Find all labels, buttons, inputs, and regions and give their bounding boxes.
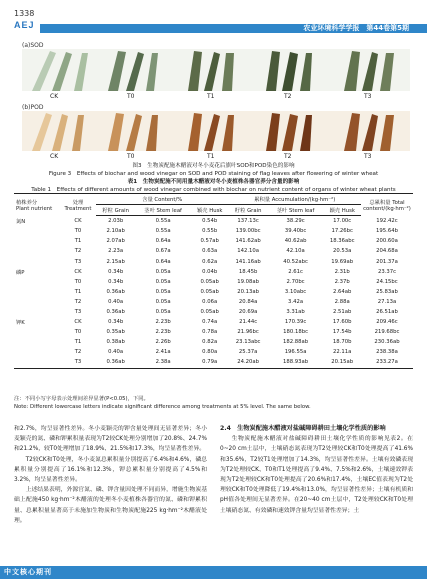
table-cell-a-husk: 2.51ab xyxy=(332,308,352,315)
table-cell-c-stem: 2.38a xyxy=(135,357,191,368)
table-cell-a-stem: 38.29c xyxy=(286,218,305,225)
table-cell-c-stem: 0.64a xyxy=(155,258,171,265)
table-cell-element xyxy=(14,327,60,337)
table-cell-treatment: T3 xyxy=(74,258,82,265)
header-stem-leaf: 茎叶 Stem leaf xyxy=(268,205,324,216)
table-cell-a-stem: 180.18bc xyxy=(283,329,308,336)
table-cell-c-grain: 0.40a xyxy=(108,298,124,305)
table-cell-a-grain: 18.45b xyxy=(238,268,258,275)
table-cell-c-stem: 0.05a xyxy=(155,298,171,305)
table-cell-treatment: T3 xyxy=(74,308,82,315)
table-caption-en: Table 1 Effects of different amounts of wood vinegar combined with biochar on nutrient content of organs of winter wheat plants xyxy=(31,187,396,193)
label-t2: T2 xyxy=(284,153,292,160)
table-cell-a-stem: 3.10abc xyxy=(284,288,307,295)
panel-label-sod: (a)SOD xyxy=(22,42,44,49)
table-cell-a-husk: 17.26bc xyxy=(331,228,353,235)
section-heading: 2.4 生物炭配施木醋液对盐碱障碍耕田土壤化学性质的影响 xyxy=(220,425,386,432)
table-cell-c-stem: 0.05a xyxy=(155,308,171,315)
table-cell-a-husk: 2.37b xyxy=(334,278,350,285)
label-t2: T2 xyxy=(284,93,292,100)
table-cell-c-stem: 2.26b xyxy=(155,339,171,346)
table-cell-a-grain: 23.13abc xyxy=(235,339,261,346)
table-cell-a-grain: 24.20ab xyxy=(228,357,267,368)
table-cell-c-stem: 0.55a xyxy=(155,228,171,235)
table-row xyxy=(14,246,413,256)
table-cell-c-stem: 0.05a xyxy=(155,278,171,285)
table-cell-element: 氮N xyxy=(16,218,26,225)
table-cell-a-stem: 40.52abc xyxy=(283,258,308,265)
table-cell-treatment: T0 xyxy=(74,278,82,285)
table-row xyxy=(14,337,413,347)
table-cell-c-stem: 0.05a xyxy=(155,288,171,295)
table-cell-c-husk: 0.57ab xyxy=(200,238,219,245)
header-element: 植株养分 Plant nutrient xyxy=(14,194,60,216)
table-cell-total: 195.64b xyxy=(376,228,398,235)
table-cell-c-husk: 0.04b xyxy=(202,268,218,275)
table-cell-c-grain: 0.34b xyxy=(108,278,124,285)
table-cell-total: 219.68bc xyxy=(374,329,400,336)
table-cell-a-husk: 2.64ab xyxy=(332,288,352,295)
table-cell-element xyxy=(14,307,60,317)
table-cell-element xyxy=(14,287,60,297)
table-cell-c-stem: 0.05a xyxy=(155,268,171,275)
table-row xyxy=(14,226,413,236)
table-cell-treatment: CK xyxy=(74,268,82,275)
table-cell-c-grain: 0.38ab xyxy=(106,339,125,346)
table-cell-a-grain: 139.00bc xyxy=(235,228,261,235)
table-row xyxy=(14,287,413,297)
table-cell-a-husk: 2.88a xyxy=(334,298,350,305)
table-cell-element xyxy=(14,297,60,307)
table-cell-c-grain: 2.15ab xyxy=(106,258,125,265)
table-cell-a-stem: 39.40bc xyxy=(284,228,307,235)
table-cell-total: 26.51ab xyxy=(376,308,398,315)
sod-leaf-photo xyxy=(22,49,410,91)
table-cell-a-husk: 18.36abc xyxy=(329,238,355,245)
table-cell-a-grain: 20.84a xyxy=(238,298,258,305)
label-t0: T0 xyxy=(127,93,135,100)
footer-band xyxy=(0,566,427,579)
table-cell-a-grain: 137.13c xyxy=(237,218,259,225)
header-husk: 颖壳 Husk xyxy=(323,205,361,216)
table-cell-total: 204.68a xyxy=(376,248,398,255)
table-caption-cn: 表1 生物炭配施不同用量木醋液对冬小麦植株各器官养分含量的影响 xyxy=(127,179,300,185)
table-cell-total: 25.83ab xyxy=(376,288,398,295)
table-cell-a-husk: 17.60b xyxy=(332,319,352,326)
table-cell-a-grain: 142.10a xyxy=(237,248,260,255)
left-column xyxy=(14,424,207,526)
table-cell-c-grain: 0.36ab xyxy=(106,288,125,295)
label-t3: T3 xyxy=(364,153,372,160)
table-cell-a-grain: 21.44c xyxy=(239,319,258,326)
header-stem-leaf: 茎叶 Stem leaf xyxy=(135,205,191,216)
table-cell-a-grain: 19.08ab xyxy=(237,278,260,285)
table-cell-treatment: T2 xyxy=(74,248,82,255)
table-cell-a-grain: 141.62ab xyxy=(235,238,261,245)
table-row xyxy=(14,267,413,277)
table-cell-a-husk: 17.00c xyxy=(333,218,352,225)
header-total: 总累积量 Total content/(kg·hm⁻²) xyxy=(361,194,413,216)
table-cell-c-husk: 0.79a xyxy=(191,357,229,368)
table-cell-a-stem: 182.88ab xyxy=(283,339,309,346)
table-row xyxy=(14,307,413,317)
table-cell-treatment: CK xyxy=(74,319,82,326)
table-note-en: Note: Different lowercase letters indicate significant difference among treatments at 5% level. The same below. xyxy=(14,403,311,410)
table-cell-total: 230.36ab xyxy=(374,339,400,346)
table-cell-treatment: T3 xyxy=(60,357,96,368)
table-cell-c-grain: 0.35ab xyxy=(106,329,125,336)
table-cell-c-husk: 0.05ab xyxy=(200,278,219,285)
table-cell-element: 钾K xyxy=(16,320,25,327)
figure-caption-cn: 图3 生物炭配施木醋液对冬小麦花后旗叶SOD和POD染色的影响 xyxy=(132,163,295,169)
label-t1: T1 xyxy=(207,153,215,160)
page-number: 1338 xyxy=(14,9,35,18)
table-row xyxy=(14,256,413,266)
table-cell-a-husk: 20.15ab xyxy=(323,357,361,368)
table-cell-c-husk: 0.78a xyxy=(202,329,218,336)
table-cell-c-grain: 0.36ab xyxy=(96,357,135,368)
table-cell-c-grain: 2.03b xyxy=(108,218,124,225)
pod-leaf-photo xyxy=(22,111,410,151)
table-cell-a-husk: 17.54b xyxy=(332,329,352,336)
table-cell-total: 233.27a xyxy=(361,357,413,368)
table-row xyxy=(14,277,413,287)
table-cell-c-grain: 0.40a xyxy=(108,349,124,356)
paragraph: 生物炭配施木醋液对盐碱障碍耕田土壤化学性质的影响见表2。在0~20 cm土层中，土壤硝态氮表现为T2处理较CK和T0处理提高了41.6%和35.6%，T2较T1处理增加了14.3%，均呈显著性差异。土壤有效磷表现为T2处理较CK、T0和T1处理提高了9.4%、7.5%和2.6%，土壤速效钾表现为T2处理较CK和T0处理提高了20.6%和17.4%，土壤EC值表现为T2处理较CK和T0处理降低了19.4%和13.0%，均呈显著性差异；土壤有机质和pH值各处理间无显著差异。在20~40 cm土层中，T2处理较CK和T0处理土壤硝态氮、有效磷和速效钾含量均呈显著性差异；土 xyxy=(220,436,413,514)
table-cell-treatment: T0 xyxy=(74,228,82,235)
table-cell-total: 209.46c xyxy=(376,319,398,326)
table-cell-treatment: T2 xyxy=(74,298,82,305)
table-cell-element xyxy=(14,357,60,368)
table-cell-element: 磷P xyxy=(16,269,25,276)
table-cell-element xyxy=(14,337,60,347)
table-cell-element xyxy=(14,256,60,266)
table-cell-total: 27.13a xyxy=(377,298,397,305)
table-cell-a-stem: 2.61c xyxy=(288,268,303,275)
table-cell-treatment: CK xyxy=(74,217,82,224)
label-t1: T1 xyxy=(207,93,215,100)
table-cell-c-stem: 2.41a xyxy=(155,349,171,356)
table-cell-c-husk: 0.55b xyxy=(202,228,218,235)
panel-label-pod: (b)POD xyxy=(22,104,44,111)
table-row xyxy=(14,317,413,327)
figure-caption xyxy=(14,162,413,178)
table-cell-total: 201.37a xyxy=(376,258,398,265)
table-row xyxy=(14,236,413,246)
table-cell-a-husk: 20.53a xyxy=(332,248,352,255)
table-cell-element xyxy=(14,347,60,357)
table-cell-element xyxy=(14,226,60,236)
table-cell-a-stem: 188.93ab xyxy=(268,357,324,368)
pod-treatment-labels xyxy=(22,153,410,161)
table-cell-treatment: T2 xyxy=(74,349,82,356)
table-cell-c-grain: 2.10ab xyxy=(106,228,125,235)
header-accumulation: 累积量 Accumulation/(kg·hm⁻²) xyxy=(228,194,361,205)
table-cell-a-stem: 3.31ab xyxy=(286,308,305,315)
table-cell-c-stem: 2.23b xyxy=(155,329,171,336)
table-cell-element xyxy=(14,246,60,256)
table-cell-treatment: T1 xyxy=(74,288,82,295)
header-treatment: 处理 Treatment xyxy=(60,194,96,216)
journal-logo: AEJ xyxy=(14,20,35,30)
table-cell-c-husk: 0.62a xyxy=(202,258,218,265)
table-cell-c-stem: 0.55a xyxy=(155,218,171,225)
label-t3: T3 xyxy=(364,93,372,100)
table-cell-element xyxy=(14,236,60,246)
table-row xyxy=(14,357,413,368)
table-row xyxy=(14,327,413,337)
table-row xyxy=(14,216,413,227)
table-cell-a-husk: 18.70b xyxy=(332,339,352,346)
table-cell-a-grain: 21.96bc xyxy=(237,329,259,336)
table-cell-a-husk: 22.11a xyxy=(332,349,352,356)
nutrient-table xyxy=(14,193,413,369)
right-column xyxy=(220,424,413,516)
table-row xyxy=(14,297,413,307)
table-cell-c-stem: 0.64a xyxy=(155,238,171,245)
table-cell-c-husk: 0.05ab xyxy=(200,288,219,295)
table-row xyxy=(14,347,413,357)
table-cell-c-grain: 0.36ab xyxy=(106,308,125,315)
header-grain: 籽粒 Grain xyxy=(96,205,135,216)
table-cell-c-husk: 0.74a xyxy=(202,319,218,326)
paragraph: 和2.7%，均呈显著性差异。冬小麦颖壳的钾含量处理间无显著差异；冬小麦颖壳的氮、磷和钾累积量表现为T2较CK处理分别增加了20.8%、24.7%和21.2%，较T0处理增加了18.9%、21.5%和17.3%，均呈显著性差异。 xyxy=(14,426,207,453)
table-cell-total: 192.42c xyxy=(376,217,398,224)
table-cell-c-husk: 0.06a xyxy=(202,298,218,305)
label-ck: CK xyxy=(50,153,59,160)
table-cell-a-grain: 25.37a xyxy=(238,349,258,356)
sod-treatment-labels xyxy=(22,93,410,101)
table-cell-a-stem: 42.10a xyxy=(286,248,305,255)
figure-caption-en: Figure 3 Effects of biochar and wood vinegar on SOD and POD staining of flag leaves after flowering of winter wheat xyxy=(48,171,379,177)
journal-title: 农业环境科学学报 第44卷第5期 xyxy=(303,24,409,32)
table-cell-a-stem: 40.62ab xyxy=(284,238,307,245)
table-cell-total: 200.60a xyxy=(376,238,398,245)
table-note xyxy=(14,396,414,411)
table-cell-c-husk: 0.80a xyxy=(202,349,218,356)
table-cell-c-grain: 0.34b xyxy=(108,268,124,275)
table-cell-c-husk: 0.82a xyxy=(202,339,218,346)
table-cell-a-stem: 170.39c xyxy=(284,319,307,326)
table-cell-treatment: T1 xyxy=(74,238,82,245)
table-cell-a-husk: 19.69ab xyxy=(331,258,354,265)
table-cell-element xyxy=(14,277,60,287)
table-cell-c-grain: 0.34b xyxy=(108,319,124,326)
label-t0: T0 xyxy=(127,153,135,160)
table-cell-a-grain: 20.69a xyxy=(238,308,258,315)
table-cell-treatment: T0 xyxy=(74,329,82,336)
table-cell-c-stem: 0.67a xyxy=(155,248,171,255)
table-cell-a-stem: 3.42a xyxy=(288,298,304,305)
table-cell-c-grain: 2.23a xyxy=(108,248,124,255)
table-cell-a-grain: 20.13ab xyxy=(237,288,260,295)
table-cell-c-husk: 0.05ab xyxy=(200,308,219,315)
table-cell-total: 238.38a xyxy=(376,349,398,356)
header-husk: 颖壳 Husk xyxy=(191,205,229,216)
core-journal-logo: 中文核心期刊 xyxy=(4,568,52,576)
table-cell-treatment: T1 xyxy=(74,339,82,346)
table-cell-a-stem: 2.70bc xyxy=(286,278,305,285)
header-grain: 籽粒 Grain xyxy=(228,205,267,216)
label-ck: CK xyxy=(50,93,59,100)
table-note-cn: 注：不同小写字母表示处理间差异显著(P<0.05)，下同。 xyxy=(14,396,149,402)
table-cell-total: 24.15bc xyxy=(376,278,398,285)
paragraph: 上述结果表明，外源官氮、磷、钾含量因处理不同而异，增施生物炭基础上配施450 kg·hm⁻²木醋液的处理冬小麦植株各器官的氮、磷和钾累积量、总累积量显著高于未施加生物炭和生物炭配施225 kg·hm⁻²木醋液处理。 xyxy=(14,487,207,524)
table-cell-total: 23.37c xyxy=(377,268,397,275)
table-cell-c-husk: 0.63a xyxy=(202,248,218,255)
table-caption xyxy=(14,178,413,194)
paragraph: T2较CK和T0处理，冬小麦氮总累积量分别提高了6.4%和4.6%，磷总累积量分别提高了16.1%和12.3%，钾总累积量分别提高了4.5%和3.2%，均呈显著性差异。 xyxy=(14,456,207,484)
header-content: 含量 Content/% xyxy=(96,194,228,205)
table-cell-c-stem: 2.23b xyxy=(155,319,171,326)
table-cell-a-stem: 196.55a xyxy=(284,349,307,356)
table-cell-a-husk: 2.31b xyxy=(334,268,350,275)
table-cell-a-grain: 141.16ab xyxy=(235,258,261,265)
table-cell-c-grain: 2.07ab xyxy=(106,238,125,245)
table-cell-c-husk: 0.54b xyxy=(202,218,218,225)
